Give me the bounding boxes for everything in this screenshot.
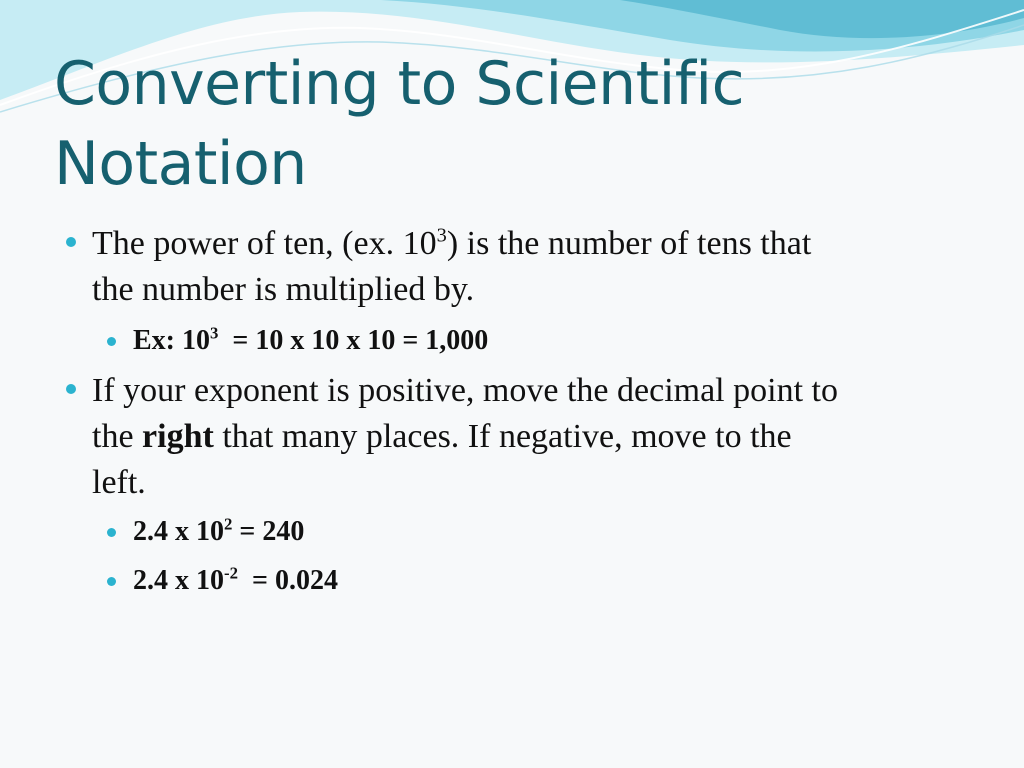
sub-bullet-1-1: Ex: $10^3 = 10$ x 10 x 10 = 1,000 — [133, 323, 489, 356]
bullet-2-line-3: left. — [92, 464, 146, 501]
title-line-1: Converting to Scientific — [54, 49, 745, 119]
sub-bullet-dot-icon — [107, 528, 116, 537]
sub-bullet-dot-icon — [107, 337, 116, 346]
sub-bullet-2-2: 2.4 x $10^{-2} = 0.024$ — [133, 563, 338, 596]
bullet-2-line-1: If your exponent is positive, move the decimal point to — [92, 372, 838, 409]
bullet-dot-icon — [66, 237, 76, 247]
bullet-2-line-2: the right that many places. If negative, move to the — [92, 418, 792, 455]
title-line-2: Notation — [54, 129, 307, 199]
bullet-1-line-1: The power of ten, (ex. $10^3$) is the number of tens that — [92, 224, 812, 262]
sub-bullet-2-1: 2.4 x $10^2 = 240$ — [133, 514, 305, 547]
sub-bullet-dot-icon — [107, 577, 116, 586]
bullet-1-line-2: the number is multiplied by. — [92, 271, 475, 308]
bullet-dot-icon — [66, 384, 76, 394]
